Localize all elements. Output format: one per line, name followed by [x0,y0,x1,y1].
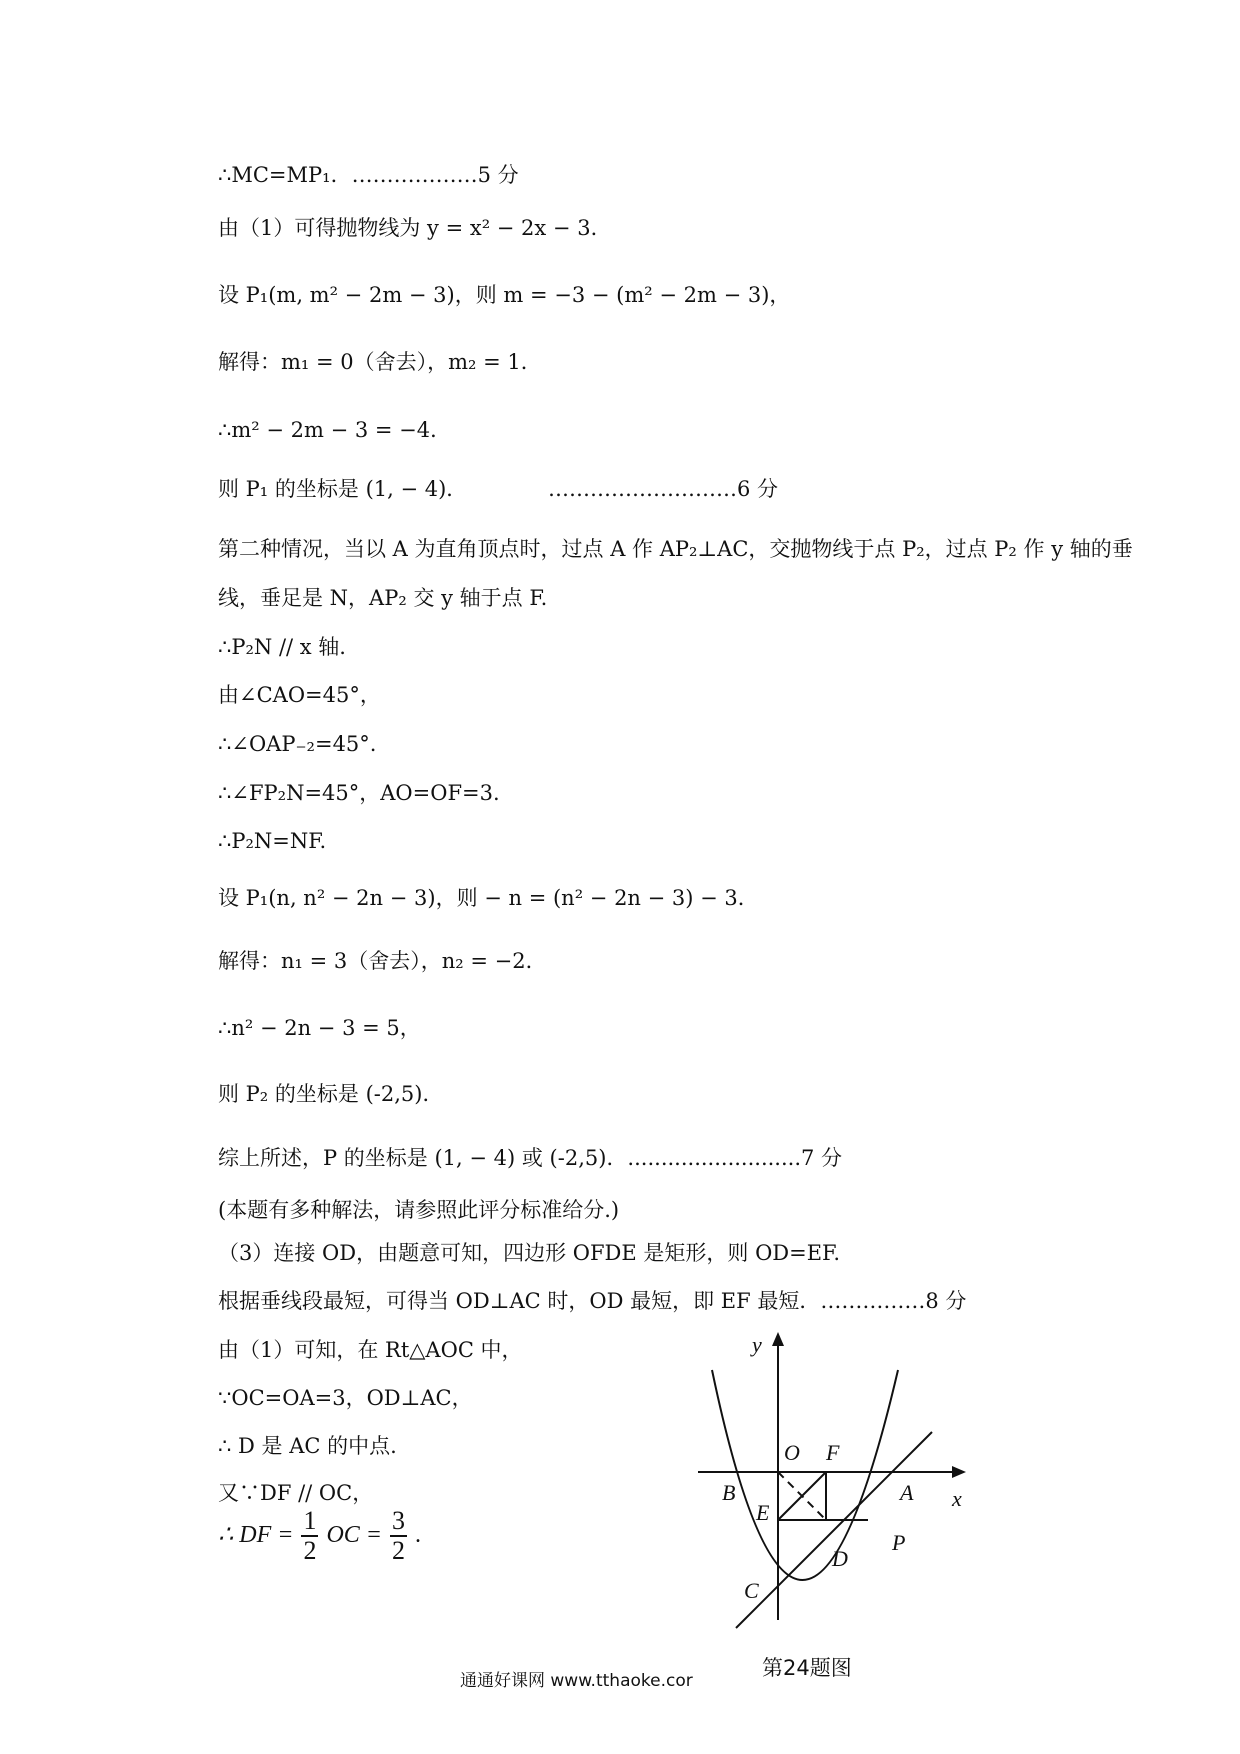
line-17: 则 P₂ 的坐标是 (-2,5)． [218,1082,444,1106]
label-y: y [752,1332,762,1357]
footer-watermark: 通通好课网 www.tthaoke.cor [460,1671,693,1691]
label-p: P [892,1530,906,1555]
label-x: x [952,1486,962,1511]
line-9: ∴P₂N // x 轴. [218,635,346,659]
line-21: 根据垂线段最短，可得当 OD⊥AC 时，OD 最短，即 EF 最短．……………8 分 [218,1289,967,1313]
final-equation [218,1505,421,1565]
fraction-half [301,1507,318,1565]
label-b: B [722,1480,736,1505]
line-22: 由（1）可知，在 Rt△AOC 中， [218,1338,523,1362]
line-13: ∴P₂N=NF. [218,829,327,853]
line-19: (本题有多种解法，请参照此评分标准给分.) [218,1198,620,1222]
parabola-figure [690,1330,980,1640]
line-20: （3）连接 OD，由题意可知，四边形 OFDE 是矩形，则 OD=EF. [218,1241,841,1265]
line-3: 设 P₁(m, m² − 2m − 3)，则 m = −3 − (m² − 2m − 3)， [218,283,791,307]
frac1-den: 2 [303,1536,317,1566]
line-1: ∴MC=MP₁．………………5 分 [218,163,519,187]
x-axis-arrow [952,1466,966,1478]
frac2-den: 2 [392,1536,406,1566]
label-o: O [784,1440,800,1465]
line-8: 线，垂足是 N，AP₂ 交 y 轴于点 F. [218,586,548,610]
figure-caption: 第24题图 [762,1656,852,1680]
line-10: 由∠CAO=45°， [218,683,381,707]
line-2: 由（1）可得抛物线为 y = x² − 2x − 3． [218,216,612,240]
eq-end: . [415,1522,422,1548]
line-12: ∴∠FP₂N=45°，AO=OF=3. [218,781,500,805]
label-d: D [832,1546,848,1571]
eq-lead: ∴ DF = [218,1522,294,1548]
line-7: 第二种情况，当以 A 为直角顶点时，过点 A 作 AP₂⊥AC，交抛物线于点 P₂，过点 P₂ 作 y 轴的垂 [218,537,1133,561]
label-c: C [744,1578,759,1603]
line-24: ∴ D 是 AC 的中点. [218,1434,397,1458]
line-6b: ………………………6 分 [548,477,779,501]
frac1-num: 1 [303,1506,317,1536]
y-axis-arrow [772,1332,784,1346]
line-15: 解得：n₁ = 3（舍去），n₂ = −2． [218,949,547,973]
eq-mid: OC = [326,1522,383,1548]
label-e: E [756,1500,770,1525]
line-6a: 则 P₁ 的坐标是 (1, − 4)． [218,477,468,501]
line-16: ∴n² − 2n − 3 = 5， [218,1016,421,1040]
line-25: 又∵DF // OC， [218,1481,374,1505]
frac2-num: 3 [392,1506,406,1536]
fraction-three-halves [390,1507,407,1565]
label-a: A [900,1480,914,1505]
line-14: 设 P₁(n, n² − 2n − 3)，则 − n = (n² − 2n − 3) − 3． [218,886,759,910]
line-4: 解得：m₁ = 0（舍去），m₂ = 1． [218,350,542,374]
line-5: ∴m² − 2m − 3 = −4． [218,418,452,442]
line-18: 综上所述，P 的坐标是 (1, − 4) 或 (-2,5)．..........................7 分 [218,1146,843,1170]
line-11: ∴∠OAP₋₂=45°. [218,732,377,756]
line-23: ∵OC=OA=3，OD⊥AC， [218,1386,473,1410]
label-f: F [826,1440,840,1465]
parabola-curve [712,1370,898,1580]
